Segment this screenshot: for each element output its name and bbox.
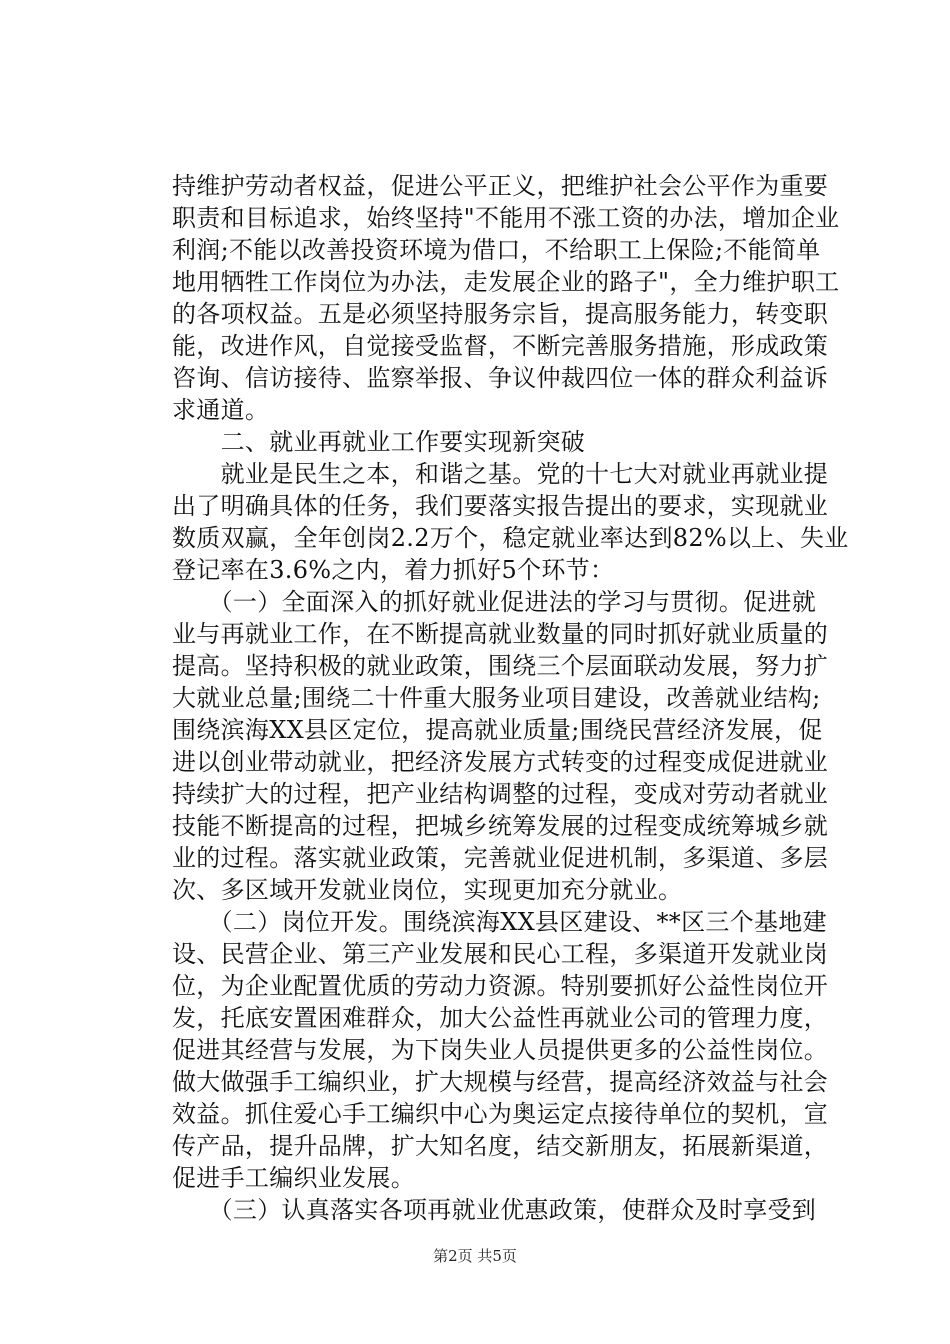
text-line: 地用牺牲工作岗位为办法，走发展企业的路子"，全力维护职工 (172, 268, 840, 296)
text-line: 发，托底安置困难群众，加大公益性再就业公司的管理力度， (172, 1004, 829, 1032)
text-line: 二、就业再就业工作要实现新突破 (172, 428, 586, 456)
text-line: 的各项权益。五是必须坚持服务宗旨，提高服务能力，转变职 (172, 300, 829, 328)
text-line: 做大做强手工编织业，扩大规模与经营，提高经济效益与社会 (172, 1068, 829, 1096)
text-line: 数质双赢，全年创岗2.2万个，稳定就业率达到82%以上、失业 (172, 524, 849, 552)
text-line: 持维护劳动者权益，促进公平正义，把维护社会公平作为重要 (172, 172, 829, 200)
text-line: 咨询、信访接待、监察举报、争议仲裁四位一体的群众利益诉 (172, 364, 829, 392)
text-line: 提高。坚持积极的就业政策，围绕三个层面联动发展，努力扩 (172, 652, 829, 680)
text-line: 能，改进作风，自觉接受监督，不断完善服务措施，形成政策 (172, 332, 829, 360)
text-line: 就业是民生之本，和谐之基。党的十七大对就业再就业提 (172, 460, 829, 488)
text-line: 职责和目标追求，始终坚持"不能用不涨工资的办法，增加企业 (172, 204, 840, 232)
page-footer: 第2页 共5页 (433, 1247, 517, 1265)
text-line: （一）全面深入的抓好就业促进法的学习与贯彻。促进就 (172, 588, 817, 616)
text-line: 大就业总量;围绕二十件重大服务业项目建设，改善就业结构; (172, 684, 821, 712)
text-line: 业的过程。落实就业政策，完善就业促进机制，多渠道、多层 (172, 844, 829, 872)
text-line: 效益。抓住爱心手工编织中心为奥运定点接待单位的契机，宣 (172, 1100, 829, 1128)
text-line: 位，为企业配置优质的劳动力资源。特别要抓好公益性岗位开 (172, 972, 829, 1000)
text-line: 促进其经营与发展，为下岗失业人员提供更多的公益性岗位。 (172, 1036, 829, 1064)
text-line: 次、多区域开发就业岗位，实现更加充分就业。 (172, 876, 683, 904)
text-line: 出了明确具体的任务，我们要落实报告提出的要求，实现就业 (172, 492, 829, 520)
text-line: 围绕滨海XX县区定位，提高就业质量;围绕民营经济发展，促 (172, 716, 823, 744)
text-line: （三）认真落实各项再就业优惠政策，使群众及时享受到 (172, 1196, 817, 1224)
text-line: 持续扩大的过程，把产业结构调整的过程，变成对劳动者就业 (172, 780, 829, 808)
text-line: 传产品，提升品牌，扩大知名度，结交新朋友，拓展新渠道， (172, 1132, 829, 1160)
text-line: 利润;不能以改善投资环境为借口，不给职工上保险;不能简单 (172, 236, 821, 264)
text-line: 技能不断提高的过程，把城乡统筹发展的过程变成统筹城乡就 (172, 812, 829, 840)
document-body (172, 170, 849, 1226)
text-line: （二）岗位开发。围绕滨海XX县区建设、**区三个基地建 (172, 908, 827, 936)
text-line: 设、民营企业、第三产业发展和民心工程，多渠道开发就业岗 (172, 940, 829, 968)
text-line: 求通道。 (172, 396, 270, 424)
text-line: 进以创业带动就业，把经济发展方式转变的过程变成促进就业 (172, 748, 829, 776)
text-line: 登记率在3.6%之内，着力抓好5个环节： (172, 556, 615, 584)
text-line: 促进手工编织业发展。 (172, 1164, 415, 1192)
text-line: 业与再就业工作，在不断提高就业数量的同时抓好就业质量的 (172, 620, 829, 648)
